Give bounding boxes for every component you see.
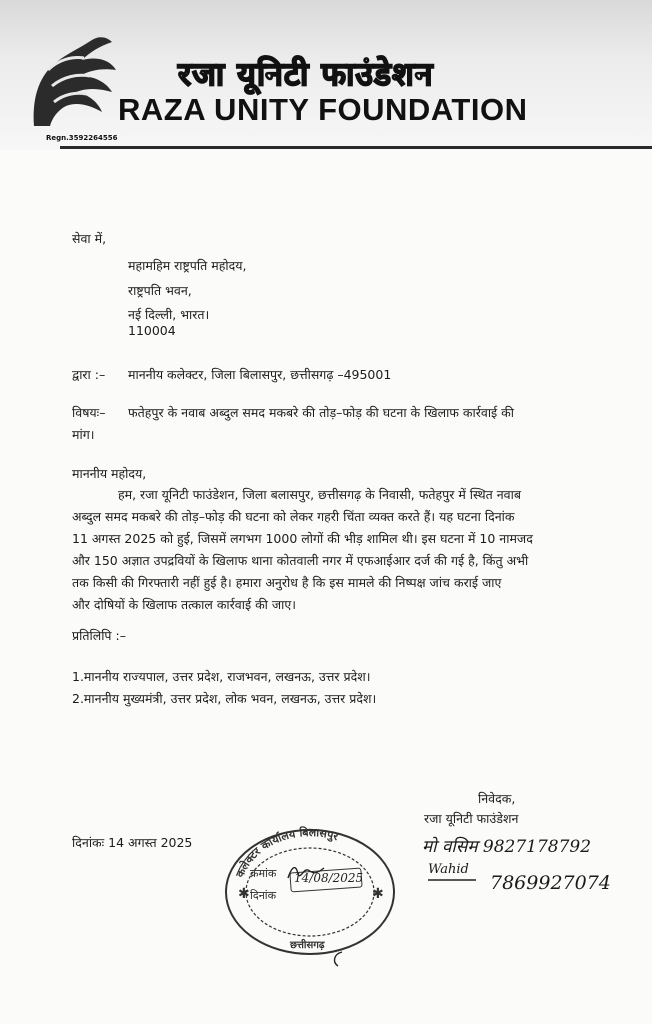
registration-number: Regn.3592264556 bbox=[46, 134, 118, 142]
stamp-star-left-icon: ✱ bbox=[238, 886, 250, 902]
subject-line-1: फतेहपुर के नवाब अब्दुल समद मकबरे की तोड़–फोड़ की घटना के खिलाफ कार्रवाई की bbox=[128, 405, 515, 420]
handshake-logo-icon bbox=[28, 30, 120, 132]
address-pin: 110004 bbox=[128, 323, 176, 338]
letterhead bbox=[0, 0, 652, 150]
address-line-2: राष्ट्रपति भवन, bbox=[128, 283, 192, 298]
org-name-english: RAZA UNITY FOUNDATION bbox=[118, 92, 528, 127]
stamp-initials-scribble-icon bbox=[286, 862, 326, 882]
handwritten-contact-1: मो वसिम 9827178792 bbox=[422, 837, 592, 857]
stamp-star-right-icon: ✱ bbox=[372, 886, 384, 902]
body-line-5: तक किसी की गिरफ्तारी नहीं हुई है। हमारा अनुरोध है कि इस मामले की निष्पक्ष जांच कराई जाए bbox=[72, 575, 502, 590]
body-line-1: हम, रजा यूनिटी फाउंडेशन, जिला बलासपुर, छत्तीसगढ़ के निवासी, फतेहपुर में स्थित नवाब bbox=[118, 487, 521, 502]
copy-to-label: प्रतिलिपि :– bbox=[72, 628, 126, 643]
body-line-4: और 150 अज्ञात उपद्रवियों के खिलाफ थाना कोतवाली नगर में एफआईआर दर्ज की गई है, किंतु अभी bbox=[72, 553, 529, 568]
to-label: सेवा में, bbox=[72, 231, 107, 246]
stamp-date-label: दिनांक bbox=[250, 889, 277, 902]
subject-label: विषयः– bbox=[72, 405, 106, 420]
stamp-bottom-text: छत्तीसगढ़ bbox=[290, 940, 325, 951]
body-line-6: और दोषियों के खिलाफ तत्काल कार्रवाई की जाए। bbox=[72, 597, 297, 612]
copy-to-item-2: 2.माननीय मुख्यमंत्री, उत्तर प्रदेश, लोक भवन, लखनऊ, उत्तर प्रदेश। bbox=[72, 691, 377, 706]
body-line-3: 11 अगस्त 2025 को हुई, जिसमें लगभग 1000 लोगों की भीड़ शामिल थी। इस घटना में 10 नामजद bbox=[72, 531, 533, 546]
address-line-1: महामहिम राष्ट्रपति महोदय, bbox=[128, 258, 247, 273]
stamp-mark-icon bbox=[330, 950, 346, 968]
body-line-2: अब्दुल समद मकबरे की तोड़–फोड़ की घटना को लेकर गहरी चिंता व्यक्त करते हैं। यह घटना दिनांक bbox=[72, 509, 515, 524]
signoff-org: रजा यूनिटी फाउंडेशन bbox=[424, 811, 519, 826]
address-line-3: नई दिल्ली, भारत। bbox=[128, 307, 210, 322]
copy-to-item-1: 1.माननीय राज्यपाल, उत्तर प्रदेश, राजभवन, लखनऊ, उत्तर प्रदेश। bbox=[72, 669, 371, 684]
handwritten-signature: Wahid bbox=[428, 862, 469, 877]
stamp-serial-label: क्रमांक bbox=[250, 867, 277, 880]
via-text: माननीय कलेक्टर, जिला बिलासपुर, छत्तीसगढ़ –495001 bbox=[128, 367, 392, 382]
via-label: द्वारा :– bbox=[72, 367, 106, 382]
org-name-hindi: रजा यूनिटी फाउंडेशन bbox=[178, 55, 434, 93]
stamp-arc-text: कलेक्टर कार्यालय बिलासपुर bbox=[233, 825, 340, 880]
letter-date: दिनांकः 14 अगस्त 2025 bbox=[72, 835, 193, 850]
signature-underline-icon bbox=[426, 876, 478, 884]
subject-line-2: मांग। bbox=[72, 427, 95, 442]
greeting: माननीय महोदय, bbox=[72, 466, 147, 481]
header-divider bbox=[60, 146, 652, 149]
stamp-handwritten-date: 14/08/2025 bbox=[294, 871, 364, 885]
handwritten-contact-2: 7869927074 bbox=[490, 872, 611, 894]
signoff-label: निवेदक, bbox=[478, 791, 516, 806]
